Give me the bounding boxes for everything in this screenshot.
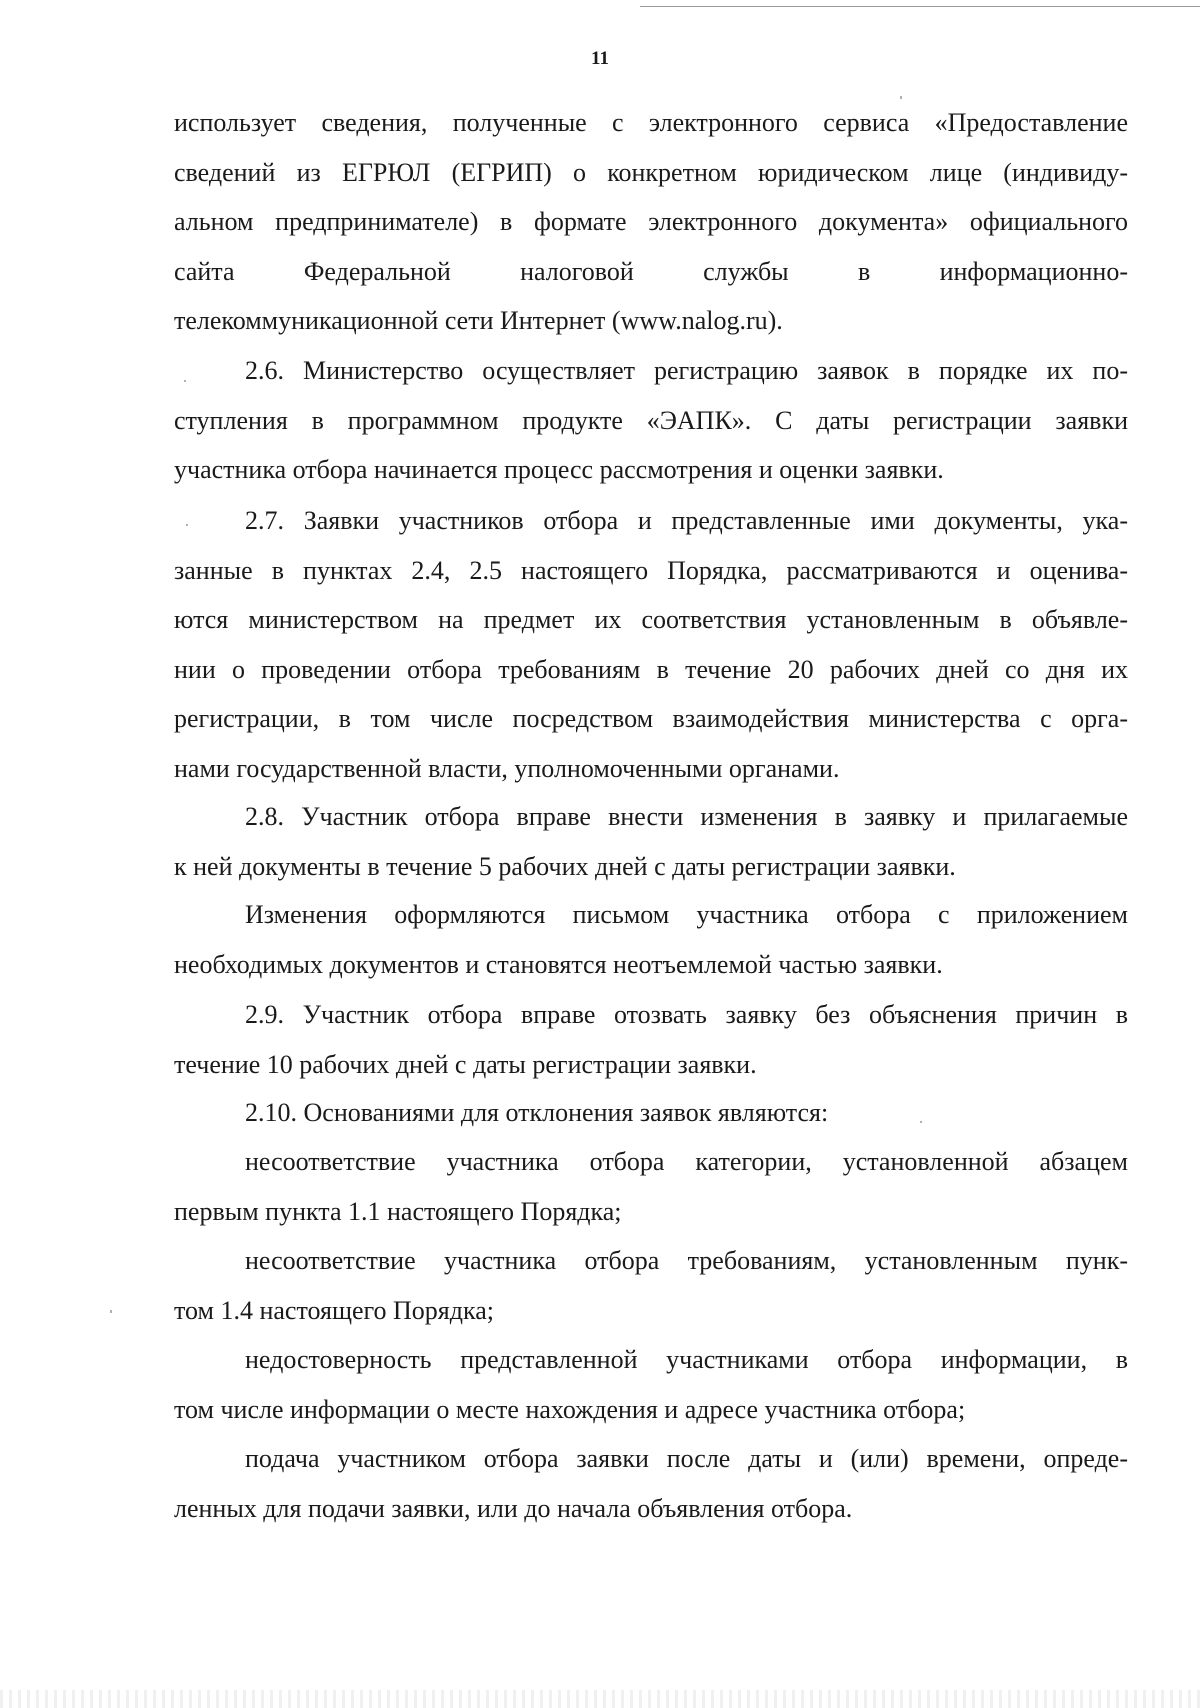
text-line: использует сведения, полученные с электронного сервиса «Предоставление [174, 108, 1128, 137]
paragraph-2-8 [174, 792, 1128, 891]
paragraph-changes [174, 890, 1128, 989]
text-line: занные в пунктах 2.4, 2.5 настоящего Порядка, рассматриваются и оценива- [174, 555, 1128, 585]
text-line: подача участником отбора заявки после даты и (или) времени, опреде- [245, 1444, 1128, 1473]
scan-speck [900, 96, 902, 99]
paragraph-continuation [174, 98, 1128, 346]
paragraph-2-9 [174, 990, 1128, 1089]
text-line: Изменения оформляются письмом участника отбора с приложением [245, 900, 1128, 929]
text-line: 2.10. Основаниями для отклонения заявок являются: [245, 1098, 829, 1127]
paragraph-2-10 [174, 1088, 1128, 1138]
text-line: том 1.4 настоящего Порядка; [174, 1295, 494, 1325]
text-line: 2.6. Министерство осуществляет регистрацию заявок в порядке их по- [245, 356, 1128, 385]
paragraph-2-7 [174, 496, 1128, 794]
text-line: альном предпринимателе) в формате электронного документа» официального [174, 207, 1128, 237]
rejection-ground-3 [174, 1335, 1128, 1434]
text-line: 2.7. Заявки участников отбора и представленные ими документы, ука- [245, 506, 1128, 535]
scan-speck [110, 1310, 112, 1313]
text-line: недостоверность представленной участниками отбора информации, в [245, 1345, 1128, 1374]
text-line: несоответствие участника отбора требованиям, установленным пунк- [245, 1246, 1128, 1275]
text-line: сайта Федеральной налоговой службы в информационно- [174, 256, 1128, 286]
text-line: сведений из ЕГРЮЛ (ЕГРИП) о конкретном юридическом лице (индивиду- [174, 157, 1128, 187]
text-line: течение 10 рабочих дней с даты регистрации заявки. [174, 1049, 757, 1079]
text-line: ленных для подачи заявки, или до начала объявления отбора. [174, 1493, 853, 1523]
paragraph-2-6 [174, 346, 1128, 495]
text-line: нами государственной власти, уполномоченными органами. [174, 753, 840, 783]
rejection-ground-4 [174, 1434, 1128, 1533]
text-line: ступления в программном продукте «ЭАПК». С даты регистрации заявки [174, 405, 1128, 435]
text-line: телекоммуникационной сети Интернет (www.nalog.ru). [174, 306, 783, 336]
scan-speck [184, 380, 186, 382]
scan-speck [186, 524, 188, 526]
rejection-ground-2 [174, 1236, 1128, 1335]
text-line: к ней документы в течение 5 рабочих дней с даты регистрации заявки. [174, 851, 956, 881]
scan-speck [920, 1121, 922, 1123]
rejection-ground-1 [174, 1137, 1128, 1236]
text-line: регистрации, в том числе посредством взаимодействия министерства с орга- [174, 704, 1128, 734]
top-border-line [640, 6, 1200, 7]
text-line: первым пункта 1.1 настоящего Порядка; [174, 1196, 622, 1226]
text-line: ются министерством на предмет их соответствия установленным в объявле- [174, 605, 1128, 635]
text-line: участника отбора начинается процесс рассмотрения и оценки заявки. [174, 455, 944, 485]
text-line: несоответствие участника отбора категории, установленной абзацем [245, 1147, 1128, 1176]
scan-edge-noise [0, 1690, 1200, 1708]
text-line: 2.8. Участник отбора вправе внести изменения в заявку и прилагаемые [245, 802, 1128, 831]
text-line: необходимых документов и становятся неотъемлемой частью заявки. [174, 949, 943, 979]
text-line: том числе информации о месте нахождения и адресе участника отбора; [174, 1394, 966, 1424]
page-number: 11 [591, 48, 609, 69]
text-line: 2.9. Участник отбора вправе отозвать заявку без объяснения причин в [245, 1000, 1128, 1029]
text-line: нии о проведении отбора требованиям в течение 20 рабочих дней со дня их [174, 654, 1128, 684]
